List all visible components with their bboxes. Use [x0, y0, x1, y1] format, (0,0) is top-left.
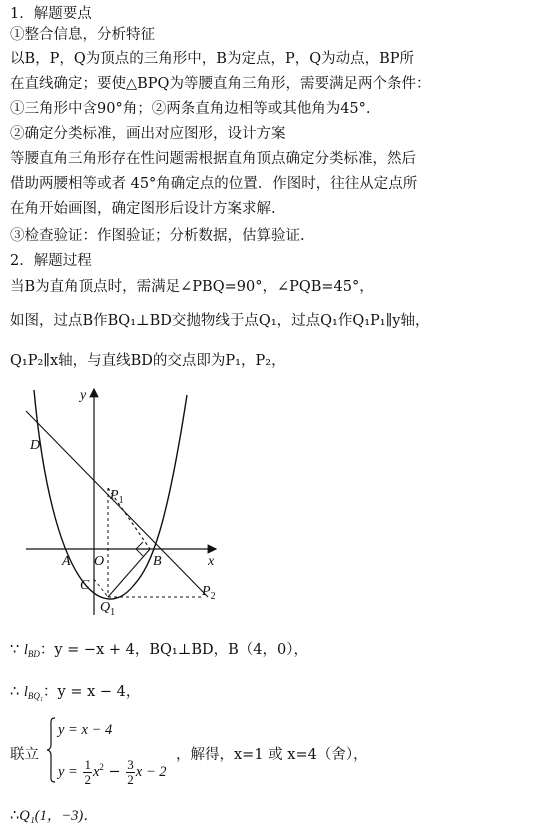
- equation-2: ∴ $l_{BQ_1}$：y = x − 4，: [10, 684, 141, 701]
- parabola-figure: [22, 385, 242, 617]
- point-2-line-2: 借助两腰相等或者 45°角确定点的位置．作图时，往往从定点所: [10, 176, 418, 192]
- step-1-text: 当B为直角顶点时，需满足∠PBQ=90°，∠PQB=45°，: [10, 279, 374, 295]
- label-d: D: [30, 438, 41, 453]
- step-2-text: 如图，过点B作BQ₁⊥BD交抛物线于点Q₁，过点Q₁作Q₁P₁∥y轴，: [10, 313, 430, 329]
- system-eq-2: y = $\frac{1}{2}$ $x^2$ − $\frac{3}{2}$ x − 2: [58, 756, 167, 787]
- equation-1: ∵ $l_{BD}$：y = −x + 4，BQ₁⊥BD，B（4，0），: [10, 642, 308, 659]
- label-y: y: [80, 388, 87, 403]
- system-brace: [46, 717, 56, 783]
- point-2-line-1: 等腰直角三角形存在性问题需根据直角顶点确定分类标准，然后: [10, 151, 416, 167]
- point-3: ③检查验证：作图验证；分析数据，估算验证.: [10, 228, 305, 244]
- point-1-line-3: ①三角形中含90°角；②两条直角边相等或其他角为45°.: [10, 101, 371, 117]
- heading-2: 2．解题过程: [10, 253, 92, 269]
- system-result: ，解得，x=1 或 x=4（舍），: [176, 747, 368, 763]
- point-1-title: ①整合信息，分析特征: [10, 27, 155, 43]
- fraction-three-halves: $\frac{3}{2}$: [127, 756, 134, 787]
- label-p1: $P_1$: [110, 488, 124, 506]
- label-c: C: [80, 578, 90, 593]
- point-1-line-1: 以B，P，Q为顶点的三角形中，B为定点，P，Q为动点，BP所: [10, 51, 415, 67]
- point-1-line-2: 在直线确定；要使△BPQ为等腰直角三角形，需要满足两个条件：: [10, 76, 431, 92]
- line-bd: [26, 411, 208, 597]
- point-2-line-3: 在角开始画图，确定图形后设计方案求解.: [10, 201, 276, 217]
- system-label: 联立: [10, 747, 39, 763]
- final-answer: ∴Q₁(1，−3)．: [10, 808, 98, 824]
- point-2-title: ②确定分类标准，画出对应图形，设计方案: [10, 126, 286, 142]
- label-b: B: [153, 554, 162, 569]
- label-x: x: [208, 554, 215, 569]
- heading-1: 1．解题要点: [10, 6, 92, 22]
- system-eq-1: y = x − 4: [58, 722, 113, 738]
- fraction-one-half: $\frac{1}{2}$: [84, 756, 91, 787]
- label-p2: $P_2$: [202, 584, 216, 602]
- label-q1: $Q_1$: [100, 600, 116, 617]
- label-o: O: [94, 554, 105, 569]
- label-a: A: [62, 554, 71, 569]
- step-3-text: Q₁P₂∥x轴，与直线BD的交点即为P₁，P₂，: [10, 353, 286, 369]
